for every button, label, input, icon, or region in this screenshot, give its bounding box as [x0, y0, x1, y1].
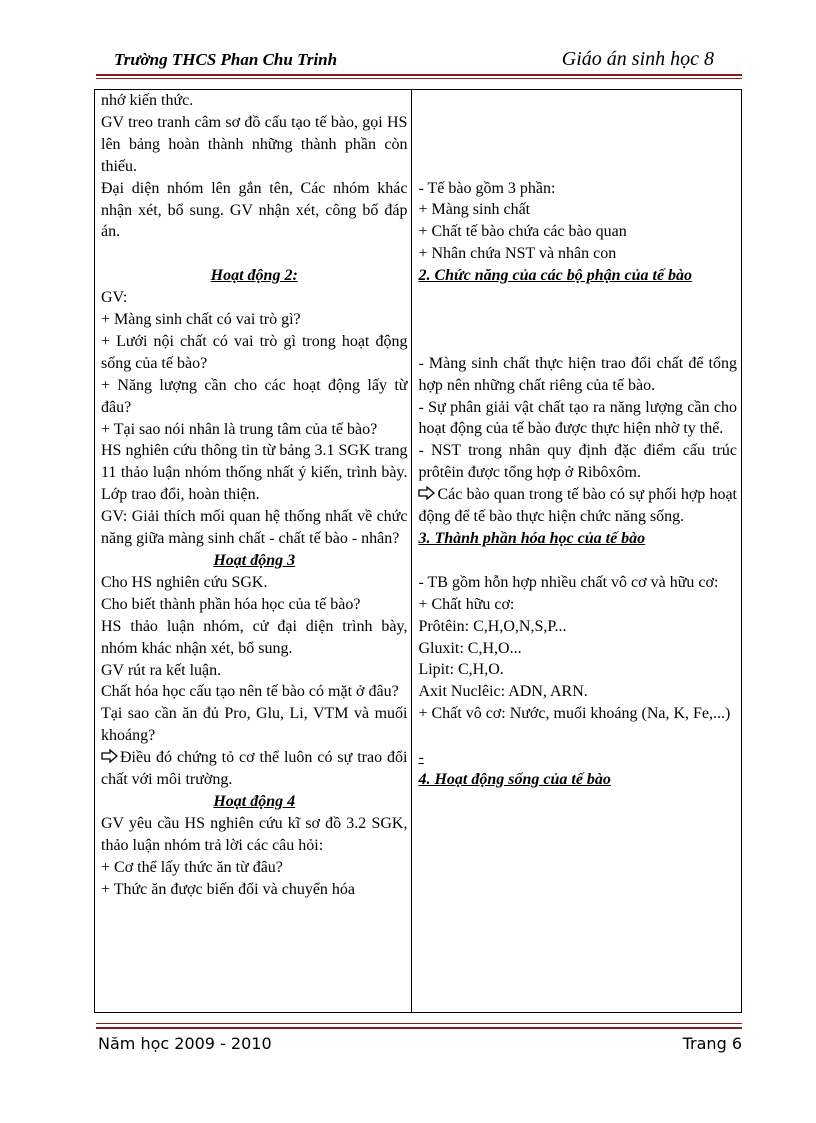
spacer [101, 243, 407, 265]
right-line: - TB gồm hỗn hợp nhiều chất vô cơ và hữu cơ: [418, 573, 719, 591]
left-line: GV yêu cầu HS nghiên cứu kĩ sơ đồ 3.2 SGK, thảo luận nhóm trả lời các câu hỏi: [101, 814, 408, 854]
left-line: Cho HS nghiên cứu SGK. [101, 573, 268, 591]
arrow-right-icon [101, 749, 118, 763]
right-line: Axit Nuclêic: ADN, ARN. [418, 683, 588, 701]
arrow-right-icon [418, 486, 435, 500]
left-line: + Thức ăn được biến đổi và chuyển hóa [101, 880, 356, 898]
spacer [418, 90, 737, 112]
school-year: Năm học 2009 - 2010 [98, 1034, 272, 1053]
right-line: - Sự phân giải vật chất tạo ra năng lượng cần cho hoạt động của tế bào được thực hiện nhờ ty thể. [418, 398, 737, 438]
right-line: - Tế bào gồm 3 phần: [418, 179, 556, 197]
left-line: Đại diện nhóm lên gắn tên, Các nhóm khác nhận xét, bổ sung. GV nhận xét, công bố đáp án. [101, 179, 408, 241]
right-line: Gluxit: C,H,O... [418, 639, 522, 657]
spacer [418, 156, 737, 178]
spacer [418, 331, 737, 353]
subject-title: Giáo án sinh học 8 [561, 48, 714, 70]
lesson-table [94, 89, 742, 1013]
right-line: - Màng sinh chất thực hiện trao đổi chất để tổng hợp nên những chất riêng của tế bào. [418, 354, 737, 394]
left-line [101, 747, 407, 791]
activity-heading: Hoạt động 4 [213, 792, 296, 810]
spacer [418, 725, 737, 747]
page-header [96, 50, 742, 76]
content-column [412, 90, 742, 1013]
left-line: HS thảo luận nhóm, cử đại diện trình bày, nhóm khác nhận xét, bổ sung. [101, 617, 408, 657]
right-line: + Màng sinh chất [418, 201, 531, 219]
right-line [418, 484, 737, 528]
section-heading: 4. Hoạt động sống của tế bào [418, 770, 611, 788]
left-line: + Năng lượng cần cho các hoạt động lấy từ đâu? [101, 376, 408, 416]
spacer [418, 309, 737, 331]
left-line: Cho biết thành phần hóa học của tế bào? [101, 595, 361, 613]
right-line: + Chất hữu cơ: [418, 595, 515, 613]
teacher-student-activities-column [95, 90, 412, 1013]
activity-heading: Hoạt động 2: [210, 267, 298, 285]
header-rule-thin [96, 78, 742, 79]
header-rule-thick [96, 74, 742, 76]
spacer [418, 287, 737, 309]
spacer [418, 134, 737, 156]
left-line: nhớ kiến thức. [101, 92, 194, 109]
left-line: + Cơ thể lấy thức ăn từ đâu? [101, 858, 283, 876]
section-heading: 2. Chức năng của các bộ phận của tế bào [418, 267, 693, 285]
left-line: GV rút ra kết luận. [101, 661, 222, 679]
footer-rule-thick [96, 1027, 742, 1029]
page-number: Trang 6 [682, 1034, 742, 1053]
right-line: + Chất tế bào chứa các bào quan [418, 223, 627, 241]
dash-mark: - [418, 749, 424, 767]
right-line: + Chất vô cơ: Nước, muối khoáng (Na, K, Fe,...) [418, 705, 731, 723]
page-footer [96, 1030, 742, 1054]
activity-heading: Hoạt động 3 [213, 552, 296, 570]
left-line: GV: [101, 289, 128, 307]
school-name: Trường THCS Phan Chu Trinh [114, 50, 338, 69]
footer-rule-thin [96, 1023, 742, 1024]
spacer [418, 550, 737, 572]
left-line: GV treo tranh câm sơ đồ cấu tạo tế bào, gọi HS lên bảng hoàn thành những thành phần còn thiếu. [101, 113, 408, 175]
left-line: Chất hóa học cấu tạo nên tế bào có mặt ở đâu? [101, 683, 399, 701]
left-line: + Tại sao nói nhân là trung tâm của tế bào? [101, 420, 378, 438]
left-line: + Lưới nội chất có vai trò gì trong hoạt động sống của tế bào? [101, 332, 408, 372]
section-heading: 3. Thành phần hóa học của tế bào [418, 530, 646, 548]
conclusion-text: Các bào quan trong tế bào có sự phối hợp hoạt động để tế bào thực hiện chức năng sống. [418, 486, 737, 526]
right-line: - NST trong nhân quy định đặc điểm cấu trúc prôtêin được tổng hợp ở Ribôxôm. [418, 442, 737, 482]
left-line: Tại sao cần ăn đủ Pro, Glu, Li, VTM và muối khoáng? [101, 705, 408, 745]
left-line: GV: Giải thích mối quan hệ thống nhất về chức năng giữa màng sinh chất - chất tế bào - nhân? [101, 508, 408, 548]
right-line: + Nhân chứa NST và nhân con [418, 245, 617, 263]
left-line: HS nghiên cứu thông tin từ bảng 3.1 SGK trang 11 thảo luận nhóm thống nhất ý kiến, trình bày. Lớp trao đổi, hoàn thiện. [101, 442, 408, 504]
spacer [418, 112, 737, 134]
left-line: + Màng sinh chất có vai trò gì? [101, 311, 301, 329]
conclusion-text: Điều đó chứng tỏ cơ thể luôn có sự trao đổi chất với môi trường. [101, 749, 408, 789]
right-line: Lipit: C,H,O. [418, 661, 504, 679]
right-line: Prôtêin: C,H,O,N,S,P... [418, 617, 567, 635]
